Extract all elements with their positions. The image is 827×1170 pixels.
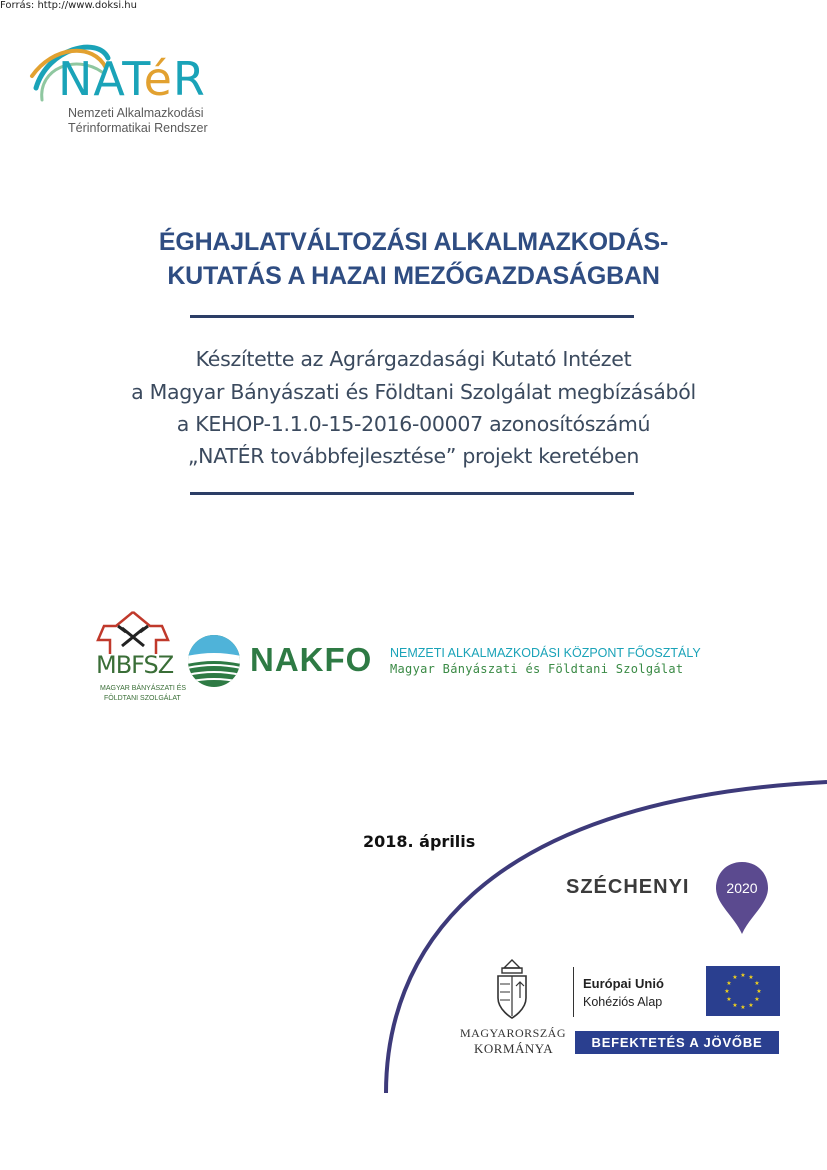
subtitle-line-1: Készítette az Agrárgazdasági Kutató Intézet <box>195 347 632 371</box>
subtitle-line-2: a Magyar Bányászati és Földtani Szolgálat megbízásából <box>131 380 696 404</box>
coat-of-arms-icon <box>494 958 530 1020</box>
subtitle-line-4: „NATÉR továbbfejlesztése” projekt keretében <box>187 444 640 468</box>
nater-logo-word: NATéR <box>58 52 206 106</box>
publication-date: 2018. április <box>363 832 476 851</box>
eu-flag-icon <box>706 966 780 1016</box>
svg-text:★: ★ <box>748 974 754 981</box>
government-label-line-1: MAGYARORSZÁG <box>460 1026 567 1040</box>
nakfo-logo-line-1: NEMZETI ALKALMAZKODÁSI KÖZPONT FŐOSZTÁLY <box>390 646 701 660</box>
subtitle-line-3: a KEHOP-1.1.0-15-2016-00007 azonosítószámú <box>176 412 651 436</box>
mbfsz-logo-subtitle-2: FÖLDTANI SZOLGÁLAT <box>104 695 181 702</box>
source-label: Forrás: http://www.doksi.hu <box>0 0 137 11</box>
eu-label-line-1: Európai Unió <box>583 976 664 991</box>
szechenyi-logo-word: SZÉCHENYI <box>566 876 690 898</box>
nater-logo-subtitle-2: Térinformatikai Rendszer <box>68 121 208 135</box>
svg-text:★: ★ <box>754 996 760 1003</box>
divider-bottom <box>190 492 634 495</box>
invest-in-future-banner: BEFEKTETÉS A JÖVŐBE <box>575 1031 779 1054</box>
nater-logo-subtitle-1: Nemzeti Alkalmazkodási <box>68 106 204 120</box>
svg-text:★: ★ <box>726 996 732 1003</box>
nakfo-logo-line-2: Magyar Bányászati és Földtani Szolgálat <box>390 662 684 676</box>
svg-text:★: ★ <box>740 1004 746 1011</box>
svg-text:★: ★ <box>754 980 760 987</box>
mbfsz-logo-subtitle-1: MAGYAR BÁNYÁSZATI ÉS <box>100 685 187 692</box>
svg-text:★: ★ <box>724 988 730 995</box>
svg-text:★: ★ <box>740 972 746 979</box>
nakfo-logo-word: NAKFO <box>250 641 373 678</box>
svg-text:★: ★ <box>732 1002 738 1009</box>
government-label-line-2: KORMÁNYA <box>474 1041 554 1056</box>
svg-text:★: ★ <box>756 988 762 995</box>
szechenyi-pin-icon <box>714 860 770 936</box>
szechenyi-year: 2020 <box>726 880 758 896</box>
eu-label-line-2: Kohéziós Alap <box>583 995 663 1009</box>
nakfo-globe-icon <box>187 634 241 688</box>
svg-text:★: ★ <box>726 980 732 987</box>
mbfsz-logo-word: MBFSZ <box>96 651 174 679</box>
divider-top <box>190 315 634 318</box>
svg-text:★: ★ <box>748 1002 754 1009</box>
svg-text:★: ★ <box>732 974 738 981</box>
document-title-line-2: KUTATÁS A HAZAI MEZŐGAZDASÁGBAN <box>167 262 660 290</box>
document-title-line-1: ÉGHAJLATVÁLTOZÁSI ALKALMAZKODÁS- <box>158 228 669 256</box>
eu-divider <box>573 967 574 1017</box>
